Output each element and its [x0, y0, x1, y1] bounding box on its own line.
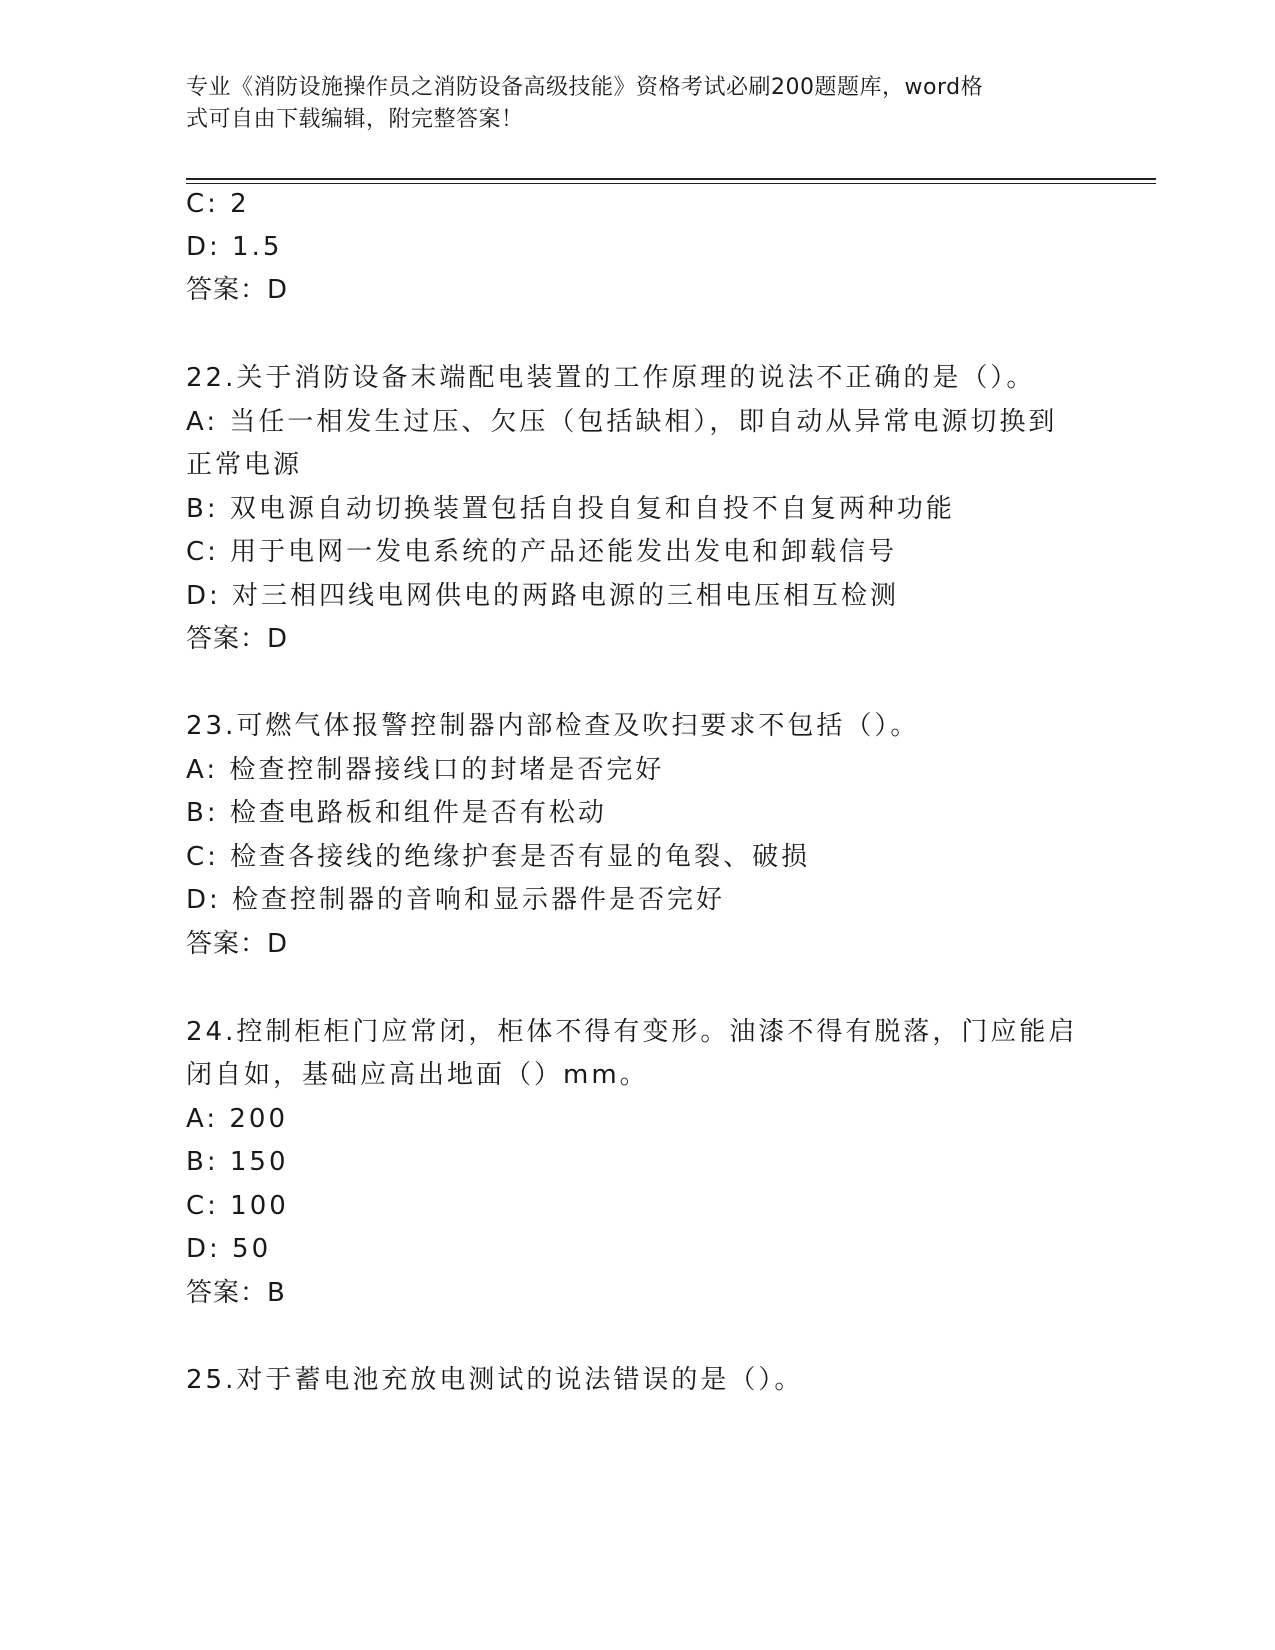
header-divider-thick [186, 178, 1156, 180]
q22-option-d: D: 对三相四线电网供电的两路电源的三相电压相互检测 [186, 581, 900, 611]
q22-question: 22.关于消防设备末端配电装置的工作原理的说法不正确的是（）。 [186, 363, 1036, 393]
q22-option-a-line-1: A: 当任一相发生过压、欠压（包括缺相），即自动从异常电源切换到 [186, 407, 1058, 437]
q23-answer: 答案：D [186, 929, 289, 959]
q22-option-a-line-2: 正常电源 [186, 450, 303, 480]
q22-option-c: C: 用于电网一发电系统的产品还能发出发电和卸载信号 [186, 537, 898, 567]
q22-option-b: B: 双电源自动切换装置包括自投自复和自投不自复两种功能 [186, 494, 955, 524]
header-line-1: 专业《消防设施操作员之消防设备高级技能》资格考试必刷200题题库，word格 [186, 75, 984, 100]
q21-option-c: C: 2 [186, 189, 250, 219]
q24-option-d: D: 50 [186, 1234, 272, 1264]
q23-option-b: B: 检查电路板和组件是否有松动 [186, 798, 607, 828]
q24-option-a: A: 200 [186, 1104, 288, 1134]
q23-option-c: C: 检查各接线的绝缘护套是否有显的龟裂、破损 [186, 842, 811, 872]
q24-question-line-2: 闭自如，基础应高出地面（）mm。 [186, 1060, 649, 1090]
header-line-2: 式可自由下载编辑，附完整答案！ [186, 107, 524, 132]
q25-question: 25.对于蓄电池充放电测试的说法错误的是（）。 [186, 1365, 804, 1395]
q23-question: 23.可燃气体报警控制器内部检查及吹扫要求不包括（）。 [186, 711, 920, 741]
q24-question-line-1: 24.控制柜柜门应常闭，柜体不得有变形。油漆不得有脱落，门应能启 [186, 1017, 1078, 1047]
q21-answer: 答案：D [186, 275, 289, 305]
q24-answer: 答案：B [186, 1278, 286, 1308]
q23-option-a: A: 检查控制器接线口的封堵是否完好 [186, 755, 665, 785]
q21-option-d: D: 1.5 [186, 232, 283, 262]
q22-answer: 答案：D [186, 624, 289, 654]
document-header [186, 72, 1066, 136]
q24-option-b: B: 150 [186, 1147, 289, 1177]
header-divider-thin [186, 183, 1156, 184]
q24-option-c: C: 100 [186, 1191, 289, 1221]
q23-option-d: D: 检查控制器的音响和显示器件是否完好 [186, 885, 726, 915]
